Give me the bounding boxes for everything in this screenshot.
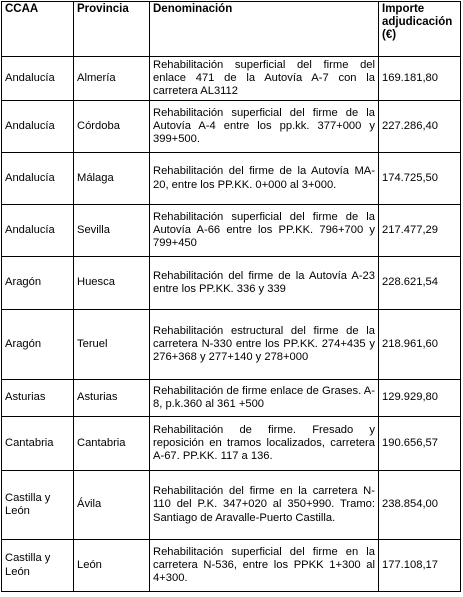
- cell-denominacion: Rehabilitación estructural del firme de la carretera N-330 entre los PP.KK. 274+435 y 276+368 y 277+140 y 278+000: [150, 310, 379, 380]
- table-row: [2, 101, 461, 153]
- cell-ccaa: Andalucía: [2, 101, 74, 153]
- cell-importe: 169.181,80: [379, 57, 461, 101]
- cell-importe: 129.929,80: [379, 380, 461, 417]
- cell-provincia: Asturias: [74, 380, 150, 417]
- cell-denominacion: Rehabilitación del firme de la Autovía MA-20, entre los PP.KK. 0+000 al 3+000.: [150, 153, 379, 205]
- cell-importe: 177.108,17: [379, 540, 461, 592]
- cell-ccaa: Andalucía: [2, 205, 74, 257]
- cell-importe: 190.656,57: [379, 417, 461, 471]
- cell-provincia: Sevilla: [74, 205, 150, 257]
- table-row: [2, 310, 461, 380]
- cell-importe: 228.621,54: [379, 257, 461, 310]
- cell-importe: 238.854,00: [379, 471, 461, 540]
- cell-denominacion: Rehabilitación de firme enlace de Grases. A-8, p.k.360 al 361 +500: [150, 380, 379, 417]
- cell-provincia: Huesca: [74, 257, 150, 310]
- table-row: [2, 380, 461, 417]
- cell-ccaa: Cantabria: [2, 417, 74, 471]
- header-importe: [379, 2, 461, 57]
- header-importe-line3: (€): [382, 29, 397, 42]
- table-row: [2, 417, 461, 471]
- cell-denominacion: Rehabilitación superficial del firme de la Autovía A-4 entre los pp.kk. 377+000 y 399+500.: [150, 101, 379, 153]
- cell-importe: 218.961,60: [379, 310, 461, 380]
- cell-provincia: Almería: [74, 57, 150, 101]
- cell-importe: 174.725,50: [379, 153, 461, 205]
- cell-provincia: Cantabria: [74, 417, 150, 471]
- cell-provincia: Málaga: [74, 153, 150, 205]
- table-row: [2, 153, 461, 205]
- cell-denominacion: Rehabilitación superficial del firme del enlace 471 de la Autovía A-7 con la carretera AL3112: [150, 57, 379, 101]
- contracts-table: [1, 1, 461, 592]
- cell-denominacion: Rehabilitación del firme de la Autovía A-23 entre los PP.KK. 336 y 339: [150, 257, 379, 310]
- cell-ccaa: Aragón: [2, 257, 74, 310]
- cell-provincia: Córdoba: [74, 101, 150, 153]
- cell-denominacion: Rehabilitación superficial del firme en la carretera N-536, entre los PPKK 1+300 al 4+300.: [150, 540, 379, 592]
- table-body: [2, 57, 461, 592]
- table-row: [2, 57, 461, 101]
- cell-ccaa: Aragón: [2, 310, 74, 380]
- header-denominacion: Denominación: [150, 2, 379, 57]
- cell-ccaa: Andalucía: [2, 57, 74, 101]
- table-row: [2, 205, 461, 257]
- cell-denominacion: Rehabilitación del firme en la carretera N-110 del P.K. 347+020 al 350+990. Tramo: Santiago de Aravalle-Puerto Castilla.: [150, 471, 379, 540]
- header-provincia: Provincia: [74, 2, 150, 57]
- header-importe-line2: adjudicación: [382, 16, 453, 29]
- header-importe-line1: Importe: [382, 3, 425, 15]
- header-ccaa: CCAA: [2, 2, 74, 57]
- cell-denominacion: Rehabilitación de firme. Fresado y reposición en tramos localizados, carretera A-67. PP.KK. 117 a 136.: [150, 417, 379, 471]
- table-row: [2, 471, 461, 540]
- cell-provincia: León: [74, 540, 150, 592]
- table-row: [2, 257, 461, 310]
- cell-importe: 227.286,40: [379, 101, 461, 153]
- table-row: [2, 540, 461, 592]
- cell-provincia: Teruel: [74, 310, 150, 380]
- cell-ccaa: Asturias: [2, 380, 74, 417]
- cell-ccaa: Castilla y León: [2, 471, 74, 540]
- table-header-row: [2, 2, 461, 57]
- cell-ccaa: Andalucía: [2, 153, 74, 205]
- cell-importe: 217.477,29: [379, 205, 461, 257]
- cell-denominacion: Rehabilitación superficial del firme de la Autovía A-66 entre los PP.KK. 796+700 y 799+450: [150, 205, 379, 257]
- cell-ccaa: Castilla y León: [2, 540, 74, 592]
- cell-provincia: Ávila: [74, 471, 150, 540]
